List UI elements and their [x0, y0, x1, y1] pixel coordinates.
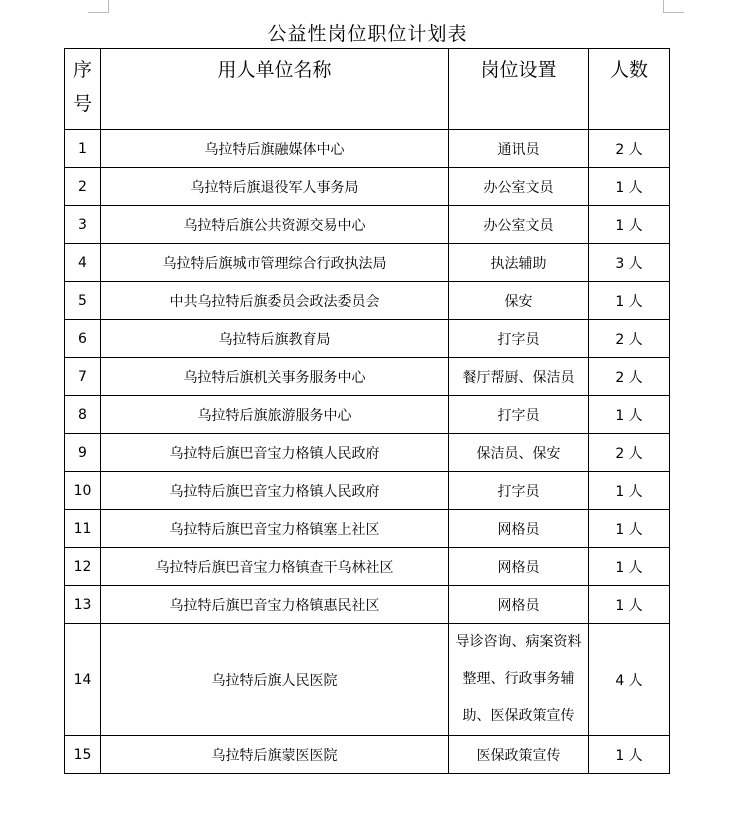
headcount: 1 人: [589, 282, 670, 320]
position-name: 打字员: [449, 320, 589, 358]
unit-name: 乌拉特后旗退役军人事务局: [101, 168, 449, 206]
position-name: 保洁员、保安: [449, 434, 589, 472]
unit-name: 乌拉特后旗人民医院: [101, 624, 449, 736]
headcount: 2 人: [589, 358, 670, 396]
position-name: 打字员: [449, 396, 589, 434]
position-name: 办公室文员: [449, 206, 589, 244]
row-number: 4: [65, 244, 101, 282]
position-name: 保安: [449, 282, 589, 320]
row-number: 5: [65, 282, 101, 320]
unit-name: 乌拉特后旗旅游服务中心: [101, 396, 449, 434]
document-title: 公益性岗位职位计划表: [267, 23, 468, 45]
headcount: 1 人: [589, 586, 670, 624]
position-name: 网格员: [449, 510, 589, 548]
header-seq: [65, 49, 101, 130]
unit-name: 乌拉特后旗机关事务服务中心: [101, 358, 449, 396]
table-row: [65, 130, 670, 168]
unit-name: 乌拉特后旗蒙医医院: [101, 736, 449, 774]
unit-name: 乌拉特后旗融媒体中心: [101, 130, 449, 168]
header-seq-line2: 号: [72, 93, 92, 115]
table-row: [65, 624, 670, 736]
page-corner-mark-left: [88, 0, 109, 13]
position-name: 执法辅助: [449, 244, 589, 282]
headcount: 1 人: [589, 396, 670, 434]
row-number: 14: [65, 624, 101, 736]
row-number: 8: [65, 396, 101, 434]
table-row: [65, 282, 670, 320]
row-number: 10: [65, 472, 101, 510]
headcount: 1 人: [589, 736, 670, 774]
headcount: 3 人: [589, 244, 670, 282]
headcount: 2 人: [589, 130, 670, 168]
row-number: 1: [65, 130, 101, 168]
headcount: 4 人: [589, 624, 670, 736]
table-row: [65, 358, 670, 396]
header-count: 人数: [589, 49, 670, 130]
row-number: 9: [65, 434, 101, 472]
position-name: 打字员: [449, 472, 589, 510]
row-number: 7: [65, 358, 101, 396]
headcount: 1 人: [589, 510, 670, 548]
position-name: 餐厅帮厨、保洁员: [449, 358, 589, 396]
table-row: [65, 244, 670, 282]
unit-name: 乌拉特后旗巴音宝力格镇人民政府: [101, 472, 449, 510]
page-corner-mark-right: [663, 0, 684, 13]
position-name: 通讯员: [449, 130, 589, 168]
unit-name: 中共乌拉特后旗委员会政法委员会: [101, 282, 449, 320]
headcount: 1 人: [589, 168, 670, 206]
row-number: 3: [65, 206, 101, 244]
headcount: 2 人: [589, 320, 670, 358]
unit-name: 乌拉特后旗巴音宝力格镇人民政府: [101, 434, 449, 472]
headcount: 1 人: [589, 548, 670, 586]
table-row: [65, 736, 670, 774]
table-row: [65, 586, 670, 624]
headcount: 1 人: [589, 472, 670, 510]
table-row: [65, 434, 670, 472]
unit-name: 乌拉特后旗巴音宝力格镇惠民社区: [101, 586, 449, 624]
table-row: [65, 548, 670, 586]
unit-name: 乌拉特后旗城市管理综合行政执法局: [101, 244, 449, 282]
headcount: 2 人: [589, 434, 670, 472]
position-name: 医保政策宣传: [449, 736, 589, 774]
row-number: 2: [65, 168, 101, 206]
table-header-row: [65, 49, 670, 130]
table-row: [65, 320, 670, 358]
position-name: 网格员: [449, 586, 589, 624]
row-number: 6: [65, 320, 101, 358]
table-row: [65, 168, 670, 206]
row-number: 12: [65, 548, 101, 586]
row-number: 11: [65, 510, 101, 548]
header-position: 岗位设置: [449, 49, 589, 130]
table-row: [65, 472, 670, 510]
unit-name: 乌拉特后旗巴音宝力格镇查干乌林社区: [101, 548, 449, 586]
table-row: [65, 396, 670, 434]
unit-name: 乌拉特后旗巴音宝力格镇塞上社区: [101, 510, 449, 548]
row-number: 15: [65, 736, 101, 774]
position-plan-table: [64, 48, 670, 774]
unit-name: 乌拉特后旗教育局: [101, 320, 449, 358]
header-unit: 用人单位名称: [101, 49, 449, 130]
table-row: [65, 510, 670, 548]
position-name: 办公室文员: [449, 168, 589, 206]
row-number: 13: [65, 586, 101, 624]
table-row: [65, 206, 670, 244]
unit-name: 乌拉特后旗公共资源交易中心: [101, 206, 449, 244]
position-name: 导诊咨询、病案资料整理、行政事务辅助、医保政策宣传: [449, 624, 589, 736]
header-seq-line1: 序: [72, 59, 92, 81]
headcount: 1 人: [589, 206, 670, 244]
position-name: 网格员: [449, 548, 589, 586]
